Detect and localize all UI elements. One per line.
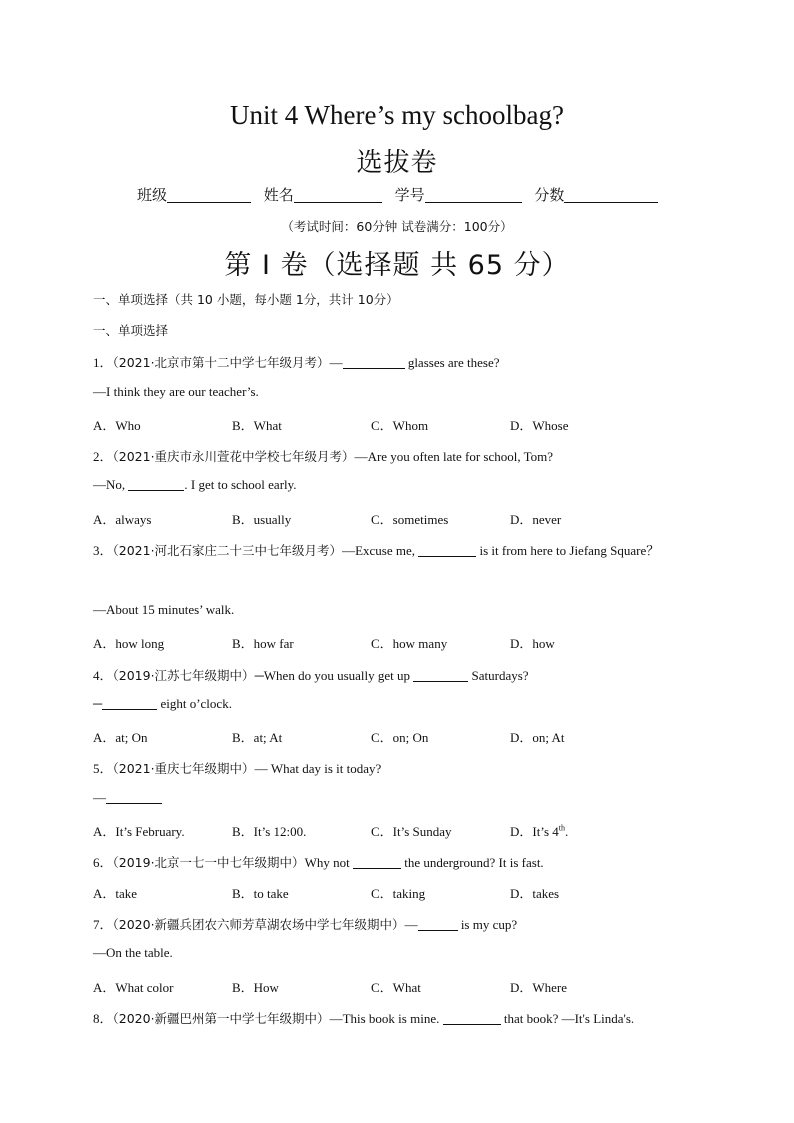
part-heading: 第 I 卷（选择题 共 65 分）	[224, 250, 570, 281]
question-text: —	[93, 790, 106, 805]
answer-blank[interactable]	[343, 356, 405, 369]
class-blank[interactable]	[167, 186, 251, 203]
question-text: —Excuse me,	[342, 543, 419, 558]
answer-option[interactable]: B．It’s 12:00.	[232, 824, 307, 839]
question-text: . I get to school early.	[184, 477, 297, 492]
answer-option[interactable]: C．how many	[371, 636, 448, 651]
question-text: —	[329, 355, 343, 370]
question-text: is it from here to Jiefang Square？	[476, 543, 660, 558]
question-source: （2019·北京一七一中七年级期中）	[112, 855, 305, 870]
question-stem	[93, 352, 500, 371]
answer-option[interactable]: A．Who	[93, 418, 141, 433]
question-number: 8．	[93, 1011, 113, 1026]
answer-blank[interactable]	[106, 791, 162, 804]
answer-blank[interactable]	[443, 1012, 501, 1025]
question-text: is my cup?	[457, 917, 518, 932]
answer-blank[interactable]	[128, 478, 184, 491]
answer-option[interactable]: A．take	[93, 886, 138, 901]
answer-option[interactable]: B．how far	[232, 636, 294, 651]
question-text: the underground? It is fast.	[400, 855, 544, 870]
name-label: 姓名	[263, 186, 294, 204]
answer-option[interactable]: C．taking	[371, 886, 426, 901]
question-text: ─When do you usually get up	[254, 668, 414, 683]
question-dialogue-line	[93, 477, 297, 493]
exam-meta: （考试时间：60分钟 试卷满分：100分）	[281, 219, 513, 234]
answer-option[interactable]: B．to take	[232, 886, 289, 901]
answer-option[interactable]: B．How	[232, 980, 279, 995]
question-number: 3．	[93, 543, 113, 558]
student-id-blank[interactable]	[425, 186, 522, 203]
page-title: Unit 4 Where’s my schoolbag?	[230, 100, 564, 130]
question-stem	[93, 758, 381, 777]
answer-blank[interactable]	[102, 697, 157, 710]
answer-option[interactable]: D．takes	[510, 886, 560, 901]
answer-option[interactable]: A．What color	[93, 980, 174, 995]
question-stem	[93, 852, 544, 871]
answer-option[interactable]: B．What	[232, 418, 282, 433]
question-number: 4．	[93, 668, 113, 683]
answer-option[interactable]: A．always	[93, 512, 152, 527]
answer-option[interactable]: C．What	[371, 980, 421, 995]
question-number: 6．	[93, 855, 113, 870]
question-dialogue-line	[93, 384, 259, 400]
question-dialogue-line	[93, 945, 173, 961]
answer-option[interactable]: C．on; On	[371, 730, 429, 745]
name-blank[interactable]	[294, 186, 382, 203]
answer-option[interactable]: B．usually	[232, 512, 292, 527]
name-field[interactable]	[264, 184, 382, 205]
question-dialogue-line	[93, 696, 232, 712]
student-id-label: 学号	[394, 186, 425, 204]
answer-blank[interactable]	[418, 544, 476, 557]
answer-option[interactable]: A．It’s February.	[93, 824, 185, 839]
answer-blank[interactable]	[353, 856, 401, 869]
question-stem	[93, 540, 659, 559]
question-text: ─	[93, 696, 103, 711]
answer-blank[interactable]	[418, 918, 458, 931]
question-number: 5．	[93, 761, 113, 776]
answer-option[interactable]: C．It’s Sunday	[371, 824, 452, 839]
question-text: glasses are these?	[404, 355, 500, 370]
question-text: —This book is mine.	[329, 1011, 443, 1026]
answer-option[interactable]: C．sometimes	[371, 512, 449, 527]
question-source: （2020·新疆巴州第一中学七年级期中）	[112, 1011, 330, 1026]
answer-option[interactable]: B．at; At	[232, 730, 283, 745]
section-heading: 一、单项选择（共 10 小题，每小题 1分，共计 10分）	[93, 292, 399, 307]
student-id-field[interactable]	[395, 184, 522, 205]
answer-option[interactable]: D．It’s 4th.	[510, 823, 569, 839]
question-text: Saturdays?	[468, 668, 529, 683]
class-label: 班级	[137, 186, 168, 204]
question-number: 2．	[93, 449, 113, 464]
question-source: （2021·北京市第十二中学七年级月考）	[112, 355, 330, 370]
question-text: —Are you often late for school, Tom?	[354, 449, 554, 464]
question-text: —About 15 minutes’ walk.	[93, 602, 235, 617]
question-text: eight o’clock.	[157, 696, 232, 711]
answer-option[interactable]: A．how long	[93, 636, 165, 651]
question-dialogue-line	[93, 602, 234, 618]
question-source: （2021·重庆七年级期中）	[112, 761, 255, 776]
question-text: —I think they are our teacher’s.	[93, 384, 259, 399]
score-blank[interactable]	[564, 186, 658, 203]
question-text: Why not	[304, 855, 353, 870]
question-source: （2020·新疆兵团农六师芳草湖农场中学七年级期中）	[112, 917, 405, 932]
question-text: — What day is it today?	[254, 761, 382, 776]
answer-blank[interactable]	[413, 669, 468, 682]
score-label: 分数	[534, 186, 565, 204]
question-number: 1．	[93, 355, 113, 370]
question-dialogue-line	[93, 790, 162, 806]
question-stem	[93, 1008, 634, 1027]
question-number: 7．	[93, 917, 113, 932]
question-stem	[93, 446, 553, 465]
page-subtitle: 选拔卷	[356, 148, 438, 178]
question-source: （2021·重庆市永川萱花中学校七年级月考）	[112, 449, 355, 464]
class-field[interactable]	[137, 184, 251, 205]
question-text: that book? —It's Linda's.	[500, 1011, 635, 1026]
section-subheading: 一、单项选择	[93, 323, 169, 338]
question-text: —No,	[93, 477, 129, 492]
answer-option[interactable]: D．Whose	[510, 418, 569, 433]
answer-option[interactable]: C．Whom	[371, 418, 429, 433]
question-text: —On the table.	[93, 945, 173, 960]
answer-option[interactable]: D．never	[510, 512, 562, 527]
answer-option[interactable]: A．at; On	[93, 730, 148, 745]
question-stem	[93, 914, 517, 933]
student-info-row	[137, 184, 666, 205]
question-source: （2021·河北石家庄二十三中七年级月考）	[112, 543, 343, 558]
score-field[interactable]	[534, 184, 658, 205]
question-text: —	[404, 917, 418, 932]
answer-option[interactable]: D．on; At	[510, 730, 565, 745]
question-source: （2019·江苏七年级期中）	[112, 668, 255, 683]
answer-option[interactable]: D．how	[510, 636, 555, 651]
answer-option[interactable]: D．Where	[510, 980, 568, 995]
question-stem	[93, 665, 529, 684]
